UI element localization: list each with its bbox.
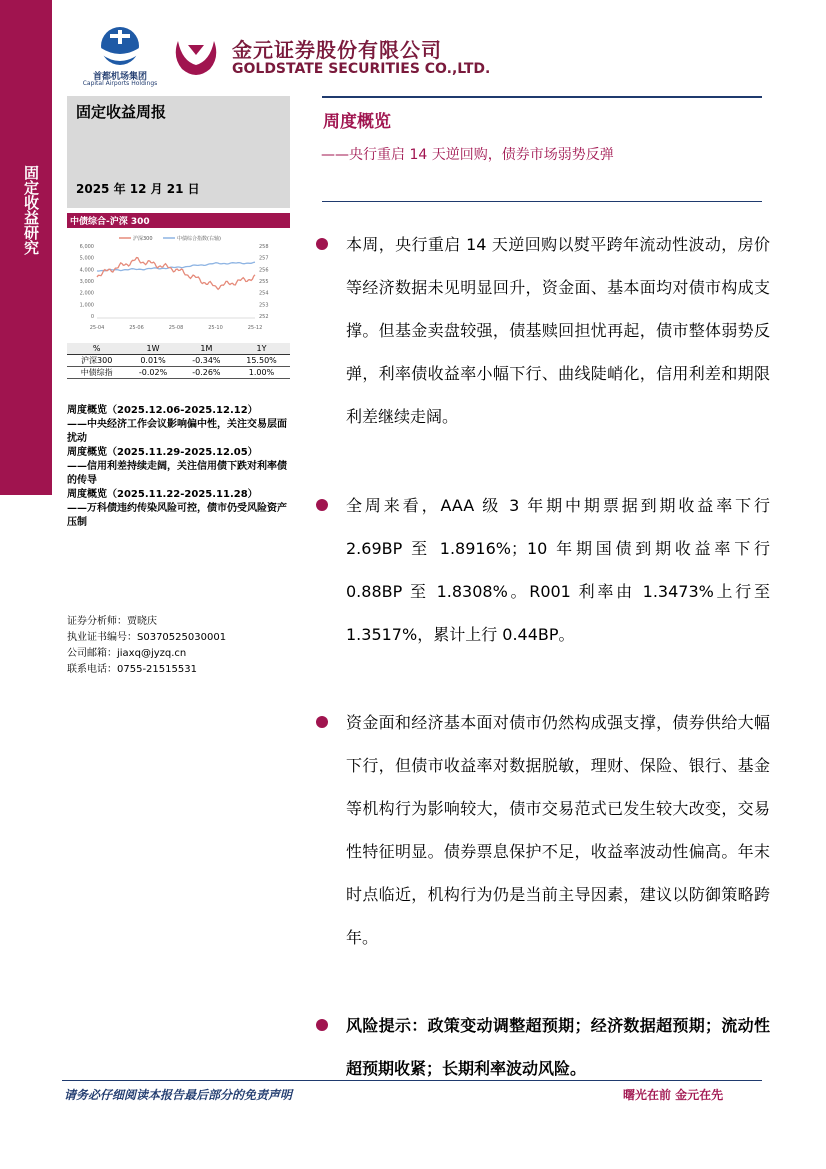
y-left-tick: 2,000: [79, 290, 94, 297]
bullet-icon: [316, 238, 328, 250]
prev-report-title[interactable]: 周度概览（2025.11.22-2025.11.28）: [67, 489, 258, 500]
prev-report-title[interactable]: 周度概览（2025.11.29-2025.12.05）: [67, 447, 258, 458]
table-cell: -0.34%: [180, 355, 233, 367]
y-left-tick: 1,000: [79, 302, 94, 309]
top-divider: [322, 96, 762, 98]
legend-hs300: 沪深300: [133, 236, 153, 242]
report-type: 固定收益周报: [76, 103, 167, 121]
table-header-row: [67, 343, 290, 355]
table-cell: 中债综指: [67, 367, 126, 379]
prev-report-desc: ——万科债违约传染风险可控，债市仍受风险资产压制: [67, 503, 287, 528]
y-right-tick: 255: [259, 279, 269, 285]
table-header: 1Y: [233, 343, 290, 355]
table-row: [67, 367, 290, 379]
paragraph-summary: 本周，央行重启 14 天逆回购以熨平跨年流动性波动，房价等经济数据未见明显回升，资金面、基本面均对债市构成支撑。但基金卖盘较强，债基赎回担忧再起，债市整体弱势反弹，利率债收益率小幅下行、曲线陡峭化，信用利差和期限利差继续走阔。: [346, 235, 770, 426]
capital-airports-en: Capital Airports Holdings: [82, 80, 158, 87]
analyst-phone: 联系电话：0755-21515531: [67, 664, 197, 675]
bullet-icon: [316, 716, 328, 728]
analyst-name: 证券分析师：贾晓庆: [67, 616, 157, 627]
y-left-tick: 0: [90, 314, 94, 320]
page-subtitle: ——央行重启 14 天逆回购，债券市场弱势反弹: [321, 147, 614, 163]
y-left-tick: 4,000: [79, 267, 94, 274]
y-left-tick: 6,000: [79, 244, 94, 250]
table-cell: 0.01%: [126, 355, 179, 367]
y-right-tick: 256: [259, 267, 269, 274]
x-tick: 25-12: [247, 325, 263, 331]
table-cell: 1.00%: [233, 367, 290, 379]
goldstate-logo-icon: [170, 35, 222, 79]
y-right-tick: 254: [259, 290, 269, 297]
y-left-tick: 3,000: [79, 279, 94, 285]
report-date: 2025 年 12 月 21 日: [76, 182, 200, 196]
company-name-cn: 金元证券股份有限公司: [232, 38, 442, 62]
legend-bond: 中债综合指数(右轴): [177, 236, 221, 242]
footer-divider: [62, 1080, 762, 1081]
table-header: 1W: [126, 343, 179, 355]
x-tick: 25-06: [129, 325, 144, 331]
performance-table: [67, 343, 290, 379]
page-title: 周度概览: [323, 112, 391, 132]
y-right-tick: 253: [259, 302, 269, 309]
paragraph-yields: 全周来看，AAA 级 3 年期中期票据到期收益率下行 2.69BP 至 1.8916%；10 年期国债到期收益率下行 0.88BP 至 1.8308%。R001 利率由 1.3473%上行至 1.3517%，累计上行 0.44BP。: [346, 496, 770, 644]
table-cell: -0.02%: [126, 367, 179, 379]
table-cell: 15.50%: [233, 355, 290, 367]
table-header: 1M: [180, 343, 233, 355]
capital-airports-name: 首都机场集团: [92, 72, 147, 82]
table-cell: -0.26%: [180, 367, 233, 379]
x-tick: 25-04: [89, 325, 105, 331]
table-row: [67, 355, 290, 367]
company-name-en: GOLDSTATE SECURITIES CO.,LTD.: [232, 61, 491, 77]
y-right-tick: 258: [259, 244, 269, 250]
analyst-info: [67, 614, 226, 678]
x-tick: 25-10: [208, 325, 223, 331]
table-cell: 沪深300: [67, 355, 126, 367]
footer-disclaimer: 请务必仔细阅读本报告最后部分的免责声明: [64, 1088, 293, 1102]
y-left-tick: 5,000: [79, 255, 94, 262]
footer-slogan: 曙光在前 金元在先: [623, 1088, 724, 1102]
analyst-email[interactable]: 公司邮箱：jiaxq@jyzq.cn: [67, 648, 187, 659]
bullet-icon: [316, 499, 328, 511]
paragraph-risk: 风险提示：政策变动调整超预期；经济数据超预期；流动性超预期收紧；长期利率波动风险。: [346, 1016, 770, 1078]
analyst-cert: 执业证书编号：S0370525030001: [67, 632, 227, 643]
x-tick: 25-08: [168, 325, 184, 331]
prev-report-desc: ——中央经济工作会议影响偏中性，关注交易层面扰动: [67, 419, 287, 444]
bullet-icon: [316, 1019, 328, 1031]
table-header: %: [67, 343, 126, 355]
header-divider: [322, 201, 762, 202]
paragraph-outlook: 资金面和经济基本面对债市仍然构成强支撑，债券供给大幅下行，但债市收益率对数据脱敏，理财、保险、银行、基金等机构行为影响较大，债市交易范式已发生较大改变，交易性特征明显。债券票息保护不足，收益率波动性偏高。年末时点临近，机构行为仍是当前主导因素，建议以防御策略跨年。: [346, 713, 770, 947]
prev-report-desc: ——信用利差持续走阔，关注信用债下跌对利率债的传导: [67, 461, 287, 486]
bond-vs-hs300-chart: [67, 232, 290, 342]
prev-report-title[interactable]: 周度概览（2025.12.06-2025.12.12）: [67, 405, 258, 416]
y-right-tick: 252: [259, 314, 269, 320]
previous-reports: [67, 404, 292, 530]
sidebar-label: 固定收益研究: [22, 165, 40, 255]
chart-title: 中债综合-沪深 300: [70, 217, 150, 227]
y-right-tick: 257: [259, 255, 269, 262]
